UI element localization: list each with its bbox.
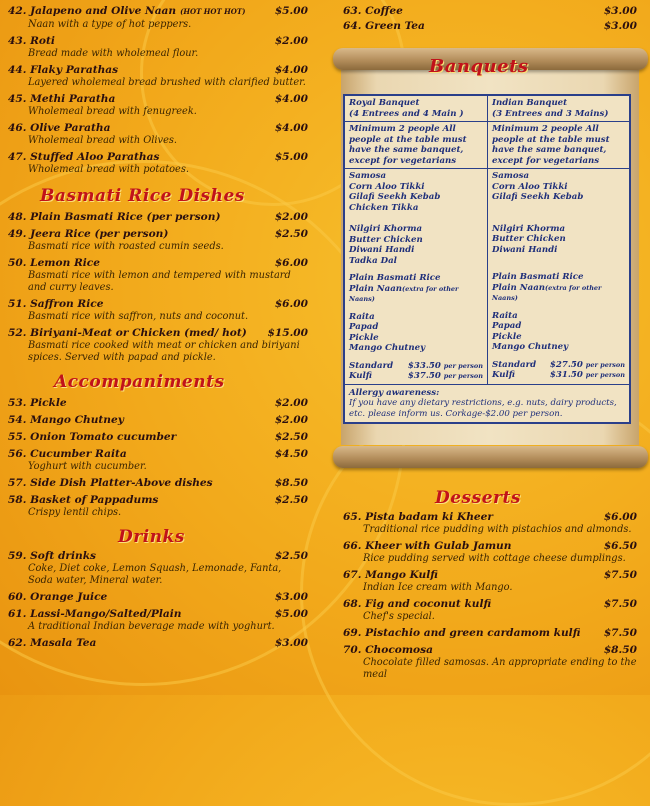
royal-kulfi-label: Kulfi	[349, 371, 373, 381]
menu-item-name: 67. Mango Kulfi	[343, 569, 438, 581]
menu-item-price: $3.00	[603, 20, 637, 32]
indian-standard-row	[492, 360, 625, 371]
left-menu-column	[8, 4, 308, 653]
menu-item-name: 46. Olive Paratha	[8, 122, 111, 134]
menu-item-name: 55. Onion Tomato cucumber	[8, 431, 177, 443]
drinks-heading: Drinks	[118, 527, 185, 547]
bread-list	[8, 4, 308, 176]
menu-item-description: Indian Ice cream with Mango.	[363, 582, 513, 593]
royal-rice: Plain Basmati Rice	[349, 273, 441, 283]
menu-item-price: $5.00	[274, 608, 308, 620]
menu-item-name: 56. Cucumber Raita	[8, 448, 127, 460]
scroll-bottom-roll	[333, 446, 648, 468]
menu-item-name: 62. Masala Tea	[8, 637, 97, 649]
menu-item	[343, 539, 637, 565]
menu-item-price: $2.00	[274, 397, 308, 409]
per-person-label: per person	[585, 371, 625, 379]
menu-item	[343, 597, 637, 623]
menu-item-description: Layered wholemeal bread brushed with clarified butter.	[28, 77, 306, 88]
royal-standard-price: $33.50	[407, 360, 441, 371]
banquet-menu-row	[345, 169, 629, 385]
allergy-notice	[345, 385, 629, 423]
menu-item-name: 64. Green Tea	[343, 20, 425, 32]
menu-item-name: 69. Pistachio and green cardamom kulfi	[343, 627, 581, 639]
menu-item-description: Rice pudding served with cottage cheese dumplings.	[363, 553, 626, 564]
menu-item-name: 45. Methi Paratha	[8, 93, 116, 105]
menu-item-price: $6.00	[274, 257, 308, 269]
menu-item-price: $4.50	[274, 448, 308, 460]
menu-item	[8, 210, 308, 224]
menu-item-name: 59. Soft drinks	[8, 550, 96, 562]
menu-item-description: Chef's special.	[363, 611, 435, 622]
menu-item-description: Basmati rice cooked with meat or chicken and biriyani spices. Served with papad and pickle.	[28, 340, 300, 363]
menu-item-name: 49. Jeera Rice (per person)	[8, 228, 169, 240]
accompaniments-heading: Accompaniments	[54, 372, 225, 392]
menu-item-price: $2.50	[274, 228, 308, 240]
menu-item-name: 70. Chocomosa	[343, 644, 433, 656]
menu-item-name: 68. Fig and coconut kulfi	[343, 598, 492, 610]
menu-item	[8, 549, 308, 587]
menu-item-price: $7.50	[603, 598, 637, 610]
royal-rule: Minimum 2 people All people at the table must have the same banquet, except for vegetarians	[349, 124, 467, 166]
menu-item-price: $2.00	[274, 211, 308, 223]
banquet-rule-row	[345, 122, 629, 169]
menu-item-description: Wholemeal bread with potatoes.	[28, 164, 189, 175]
menu-item-price: $4.00	[274, 122, 308, 134]
menu-item-price: $4.00	[274, 93, 308, 105]
menu-item	[8, 636, 308, 650]
menu-item-name: 60. Orange Juice	[8, 591, 108, 603]
menu-item-name: 47. Stuffed Aloo Parathas	[8, 151, 160, 163]
menu-item-name: 53. Pickle	[8, 397, 67, 409]
per-person-label: per person	[443, 372, 483, 380]
menu-item-name: 51. Saffron Rice	[8, 298, 104, 310]
menu-item	[8, 493, 308, 519]
indian-naan: Plain Naan	[492, 282, 546, 293]
menu-item-name: 66. Kheer with Gulab Jamun	[343, 540, 512, 552]
menu-item-price: $4.00	[274, 64, 308, 76]
royal-banquet-subtitle: (4 Entrees and 4 Main )	[349, 108, 464, 119]
indian-banquet-title: Indian Banquet	[492, 98, 568, 108]
rice-heading: Basmati Rice Dishes	[40, 186, 245, 206]
menu-item-price: $15.00	[267, 327, 308, 339]
indian-rice: Plain Basmati Rice	[492, 272, 584, 282]
menu-item	[8, 34, 308, 60]
rice-list	[8, 210, 308, 364]
menu-item	[8, 150, 308, 176]
indian-sides: Raita Papad Pickle Mango Chutney	[492, 310, 569, 352]
royal-sides: Raita Papad Pickle Mango Chutney	[349, 311, 426, 353]
menu-item-name: 65. Pista badam ki Kheer	[343, 511, 493, 523]
menu-item	[343, 626, 637, 640]
menu-item-description: Wholemeal bread with fenugreek.	[28, 106, 197, 117]
menu-item	[343, 568, 637, 594]
indian-kulfi-label: Kulfi	[492, 370, 516, 380]
royal-naan-line	[349, 284, 483, 305]
menu-item-description: Naan with a type of hot peppers.	[28, 19, 192, 30]
menu-item-price: $2.00	[274, 414, 308, 426]
indian-standard-label: Standard	[492, 359, 537, 370]
menu-item	[343, 4, 637, 18]
menu-item-price: $2.50	[274, 431, 308, 443]
menu-item	[8, 590, 308, 604]
menu-item	[8, 256, 308, 294]
menu-item	[8, 607, 308, 633]
menu-item-name: 42. Jalapeno and Olive Naan (HOT HOT HOT)	[8, 5, 246, 17]
menu-item-name: 54. Mango Chutney	[8, 414, 124, 426]
menu-item-description: A traditional Indian beverage made with yoghurt.	[28, 621, 275, 632]
banquet-table	[343, 94, 631, 424]
drinks-list	[8, 549, 308, 650]
menu-item	[343, 510, 637, 536]
royal-mains: Nilgiri Khorma Butter Chicken Diwani Handi Tadka Dal	[349, 224, 423, 266]
per-person-label: per person	[585, 360, 625, 369]
menu-item	[8, 447, 308, 473]
royal-standard-label: Standard	[349, 360, 394, 371]
menu-item-price: $2.00	[274, 35, 308, 47]
royal-banquet-title: Royal Banquet	[349, 98, 420, 108]
menu-item-name: 44. Flaky Parathas	[8, 64, 119, 76]
menu-item-price: $3.00	[274, 591, 308, 603]
menu-item-price: $8.50	[603, 644, 637, 656]
menu-item-price: $6.50	[603, 540, 637, 552]
menu-item-price: $2.50	[274, 494, 308, 506]
right-menu-top	[343, 4, 637, 34]
menu-item-name: 61. Lassi-Mango/Salted/Plain	[8, 608, 182, 620]
indian-standard-price: $27.50	[549, 359, 583, 370]
menu-item-tag: (HOT HOT HOT)	[180, 7, 246, 16]
menu-item	[343, 643, 637, 681]
beverage-list	[343, 4, 637, 33]
menu-item-name: 43. Roti	[8, 35, 55, 47]
banquet-header-row	[345, 96, 629, 122]
menu-item	[8, 476, 308, 490]
royal-naan-note: (extra for other Naans)	[349, 284, 459, 303]
menu-item-description: Chocolate filled samosas. An appropriate ending to the meal	[363, 657, 637, 680]
indian-naan-line	[492, 283, 625, 304]
menu-item	[8, 297, 308, 323]
menu-item-description: Coke, Diet coke, Lemon Squash, Lemonade, Fanta, Soda water, Mineral water.	[28, 563, 282, 586]
menu-item	[8, 326, 308, 364]
menu-item-price: $2.50	[274, 550, 308, 562]
menu-item-price: $8.50	[274, 477, 308, 489]
menu-item	[8, 227, 308, 253]
allergy-text: If you have any dietary restrictions, e.g. nuts, dairy products, etc. please inform us. Corkage-$2.00 per person.	[349, 398, 617, 419]
menu-item	[8, 413, 308, 427]
banquets-heading: Banquets	[429, 56, 529, 77]
menu-item-description: Bread made with wholemeal flour.	[28, 48, 199, 59]
indian-entrees: Samosa Corn Aloo Tikki Gilafi Seekh Kebab	[492, 171, 584, 202]
menu-item-name: 52. Biriyani-Meat or Chicken (med/ hot)	[8, 327, 247, 339]
menu-item-price: $7.50	[603, 569, 637, 581]
menu-item-price: $7.50	[603, 627, 637, 639]
menu-item	[8, 63, 308, 89]
royal-kulfi-row	[349, 371, 483, 382]
menu-item-name: 58. Basket of Pappadums	[8, 494, 159, 506]
menu-item	[8, 4, 308, 31]
menu-item	[8, 121, 308, 147]
allergy-title: Allergy awareness:	[349, 387, 440, 398]
indian-banquet-subtitle: (3 Entrees and 3 Mains)	[492, 108, 609, 119]
royal-kulfi-price: $37.50	[407, 371, 441, 381]
desserts-heading: Desserts	[435, 488, 521, 508]
menu-item	[8, 396, 308, 410]
indian-kulfi-row	[492, 370, 625, 381]
menu-item-description: Basmati rice with roasted cumin seeds.	[28, 241, 224, 252]
menu-item-name: 57. Side Dish Platter-Above dishes	[8, 477, 213, 489]
menu-item-price: $6.00	[603, 511, 637, 523]
menu-item-price: $5.00	[274, 151, 308, 163]
menu-item-description: Traditional rice pudding with pistachios and almonds.	[363, 524, 632, 535]
royal-entrees: Samosa Corn Aloo Tikki Gilafi Seekh Kebab Chicken Tikka	[349, 171, 441, 213]
menu-item-description: Basmati rice with lemon and tempered with mustard and curry leaves.	[28, 270, 291, 293]
menu-item-price: $6.00	[274, 298, 308, 310]
indian-mains: Nilgiri Khorma Butter Chicken Diwani Handi	[492, 223, 566, 255]
per-person-label: per person	[443, 361, 483, 370]
indian-rule: Minimum 2 people All people at the table must have the same banquet, except for vegetarians	[487, 122, 629, 168]
indian-naan-note: (extra for other Naans)	[492, 283, 602, 302]
menu-item-description: Basmati rice with saffron, nuts and coconut.	[28, 311, 249, 322]
menu-item-description: Wholemeal bread with Olives.	[28, 135, 178, 146]
menu-item-price: $3.00	[603, 5, 637, 17]
menu-item	[8, 92, 308, 118]
banquet-scroll	[333, 48, 648, 468]
royal-naan: Plain Naan	[349, 283, 403, 294]
royal-standard-row	[349, 361, 483, 372]
indian-kulfi-price: $31.50	[549, 370, 583, 380]
menu-item	[343, 19, 637, 33]
menu-item-name: 48. Plain Basmati Rice (per person)	[8, 211, 221, 223]
menu-item-price: $5.00	[274, 5, 308, 17]
menu-item-description: Crispy lentil chips.	[28, 507, 122, 518]
menu-item-name: 63. Coffee	[343, 5, 403, 17]
menu-item-price: $3.00	[274, 637, 308, 649]
menu-item	[8, 430, 308, 444]
accompaniments-list	[8, 396, 308, 519]
desserts-list	[343, 510, 637, 684]
menu-item-name: 50. Lemon Rice	[8, 257, 100, 269]
menu-item-description: Yoghurt with cucumber.	[28, 461, 147, 472]
